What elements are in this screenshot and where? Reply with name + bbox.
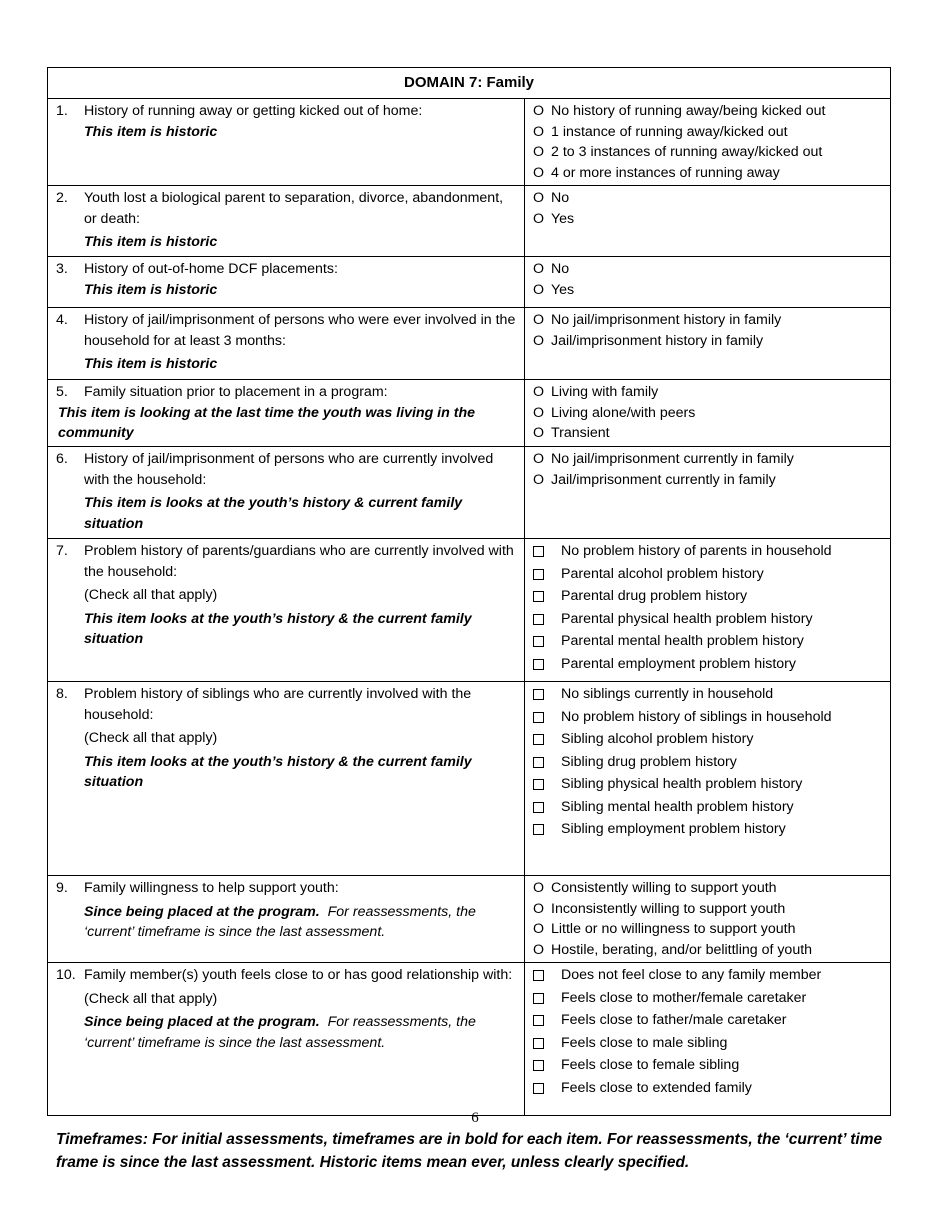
item-question: Youth lost a biological parent to separation, divorce, abandonment, or death: (84, 190, 504, 227)
option-label: Parental mental health problem history (561, 633, 804, 649)
option-label: 1 instance of running away/kicked out (551, 123, 788, 140)
note-italic: For reassessments, the ‘current’ timeframe is since the last assessment. (84, 903, 476, 940)
checkbox-icon[interactable] (533, 734, 544, 745)
option-label: Sibling drug problem history (561, 753, 737, 770)
radio-option[interactable] (533, 899, 884, 920)
radio-circle-icon[interactable]: O (533, 164, 545, 181)
radio-circle-icon[interactable]: O (533, 103, 545, 119)
option-label: Feels close to extended family (561, 1079, 752, 1096)
checkbox-option[interactable] (533, 631, 884, 654)
item-options-cell (525, 308, 891, 380)
checkbox-option[interactable] (533, 609, 884, 632)
item-row (48, 447, 891, 539)
option-label: Yes (551, 210, 575, 227)
option-label: Living with family (551, 384, 659, 400)
option-label: Feels close to father/male caretaker (561, 1012, 787, 1028)
checkbox-option[interactable] (533, 752, 884, 775)
radio-option[interactable] (533, 449, 884, 470)
option-label: Does not feel close to any family member (561, 967, 822, 983)
option-label: Hostile, berating, and/or belittling of youth (551, 941, 813, 958)
checkbox-option[interactable] (533, 729, 884, 752)
item-options-cell (525, 876, 891, 963)
radio-option[interactable] (533, 101, 884, 122)
checkbox-option[interactable] (533, 774, 884, 797)
item-question: Problem history of parents/guardians who are currently involved with the household: (84, 543, 514, 580)
option-label: Consistently willing to support youth (551, 880, 777, 896)
option-label: Parental drug problem history (561, 588, 748, 604)
checkbox-icon[interactable] (533, 546, 544, 557)
item-timeframe-note: This item is historic (84, 123, 218, 140)
radio-circle-icon[interactable]: O (533, 144, 545, 160)
checkbox-icon[interactable] (533, 712, 544, 723)
radio-circle-icon[interactable]: O (533, 921, 545, 937)
option-label: 4 or more instances of running away (551, 164, 780, 181)
radio-option[interactable] (533, 209, 884, 230)
checkbox-icon[interactable] (533, 824, 544, 835)
option-label: Inconsistently willing to support youth (551, 900, 786, 917)
item-question-cell (48, 876, 525, 963)
option-label: Transient (551, 425, 610, 441)
checkbox-option[interactable] (533, 707, 884, 730)
radio-circle-icon[interactable]: O (533, 451, 545, 467)
item-row (48, 380, 891, 447)
item-number: 5. (56, 384, 68, 400)
item-question: Family situation prior to placement in a program: (84, 384, 388, 400)
item-timeframe-note: This item is looking at the last time the youth was living in the community (58, 404, 476, 441)
option-label: No problem history of parents in household (561, 543, 832, 559)
checkbox-option[interactable] (533, 988, 884, 1011)
checkbox-icon[interactable] (533, 757, 544, 768)
option-label: Sibling mental health problem history (561, 798, 794, 815)
checkbox-icon[interactable] (533, 659, 544, 670)
item-question-cell (48, 447, 525, 539)
radio-circle-icon[interactable]: O (533, 123, 545, 140)
option-label: Yes (551, 281, 575, 298)
item-options-cell (525, 682, 891, 876)
checkbox-icon[interactable] (533, 779, 544, 790)
checkbox-icon[interactable] (533, 591, 544, 602)
checkbox-icon[interactable] (533, 970, 544, 981)
note-bold: Since being placed at the program. (84, 1014, 320, 1030)
option-label: 2 to 3 instances of running away/kicked out (551, 144, 823, 160)
checkbox-icon[interactable] (533, 993, 544, 1004)
item-options-cell (525, 963, 891, 1116)
note-italic: For reassessments, the ‘current’ timeframe is since the last assessment. (84, 1014, 476, 1051)
item-timeframe-note: This item is looks at the youth’s history & current family situation (84, 495, 463, 532)
item-number: 1. (56, 103, 68, 119)
checkbox-option[interactable] (533, 586, 884, 609)
checkbox-icon[interactable] (533, 802, 544, 813)
radio-circle-icon[interactable]: O (533, 190, 545, 206)
radio-option[interactable] (533, 259, 884, 280)
radio-circle-icon[interactable]: O (533, 941, 545, 958)
item-row (48, 186, 891, 257)
checkbox-option[interactable] (533, 965, 884, 988)
option-label: No (551, 261, 570, 277)
radio-circle-icon[interactable]: O (533, 210, 545, 227)
item-options-cell (525, 447, 891, 539)
option-label: Sibling employment problem history (561, 821, 786, 837)
radio-option[interactable] (533, 940, 884, 961)
item-timeframe-note: This item looks at the youth’s history & the current family situation (84, 610, 472, 647)
radio-option[interactable] (533, 310, 884, 331)
checkbox-icon[interactable] (533, 1060, 544, 1071)
radio-circle-icon[interactable]: O (533, 425, 545, 441)
checkbox-icon[interactable] (533, 1015, 544, 1026)
option-label: Living alone/with peers (551, 404, 696, 421)
item-question: Family member(s) youth feels close to or has good relationship with: (84, 967, 513, 983)
checkbox-icon[interactable] (533, 636, 544, 647)
radio-option[interactable] (533, 163, 884, 184)
item-number: 4. (56, 312, 68, 328)
item-timeframe-note (84, 1012, 518, 1053)
item-number: 3. (56, 261, 68, 277)
item-hint: (Check all that apply) (84, 587, 218, 603)
item-question-cell (48, 308, 525, 380)
checkbox-option[interactable] (533, 1010, 884, 1033)
item-options-cell (525, 539, 891, 682)
item-row (48, 876, 891, 963)
item-hint: (Check all that apply) (84, 990, 218, 1007)
radio-circle-icon[interactable]: O (533, 900, 545, 917)
checkbox-option[interactable] (533, 1078, 884, 1101)
radio-option[interactable] (533, 470, 884, 491)
checkbox-option[interactable] (533, 819, 884, 842)
item-question-cell (48, 539, 525, 682)
item-row (48, 682, 891, 876)
radio-option[interactable] (533, 122, 884, 143)
item-row (48, 308, 891, 380)
radio-option[interactable] (533, 188, 884, 209)
checkbox-option[interactable] (533, 541, 884, 564)
radio-circle-icon[interactable]: O (533, 312, 545, 328)
radio-option[interactable] (533, 331, 884, 352)
item-number: 2. (56, 190, 68, 206)
checkbox-icon[interactable] (533, 1038, 544, 1049)
page-number: 6 (471, 1110, 479, 1126)
option-label: Feels close to mother/female caretaker (561, 989, 807, 1006)
option-label: No siblings currently in household (561, 686, 774, 702)
option-label: No jail/imprisonment history in family (551, 312, 782, 328)
option-label: No (551, 190, 570, 206)
note-bold: Since being placed at the program. (84, 903, 320, 920)
item-options-cell (525, 99, 891, 186)
checkbox-option[interactable] (533, 564, 884, 587)
option-label: Parental employment problem history (561, 655, 796, 672)
item-timeframe-note: This item is historic (84, 281, 218, 298)
checkbox-icon[interactable] (533, 569, 544, 580)
checkbox-option[interactable] (533, 654, 884, 677)
option-label: Sibling alcohol problem history (561, 731, 754, 747)
option-label: Parental alcohol problem history (561, 565, 764, 582)
option-label: Jail/imprisonment history in family (551, 332, 764, 349)
item-question: History of jail/imprisonment of persons who were ever involved in the household for at least 3 months: (84, 312, 516, 349)
checkbox-option[interactable] (533, 1033, 884, 1056)
item-question-cell (48, 186, 525, 257)
option-label: Jail/imprisonment currently in family (551, 471, 776, 488)
radio-option[interactable] (533, 919, 884, 940)
item-options-cell (525, 186, 891, 257)
option-label: No history of running away/being kicked out (551, 103, 826, 119)
checkbox-icon[interactable] (533, 689, 544, 700)
domain-title: DOMAIN 7: Family (48, 68, 891, 99)
item-number: 8. (56, 686, 68, 702)
option-label: Sibling physical health problem history (561, 776, 803, 792)
option-label: Feels close to female sibling (561, 1057, 740, 1073)
radio-circle-icon[interactable]: O (533, 404, 545, 421)
item-number: 7. (56, 543, 68, 559)
item-options-cell (525, 257, 891, 308)
checkbox-icon[interactable] (533, 1083, 544, 1094)
checkbox-icon[interactable] (533, 614, 544, 625)
item-timeframe-note: This item is historic (84, 234, 218, 250)
item-question-cell (48, 257, 525, 308)
item-question-cell (48, 963, 525, 1116)
item-number: 6. (56, 451, 68, 467)
item-question: Family willingness to help support youth: (84, 880, 339, 896)
option-label: Little or no willingness to support youth (551, 921, 796, 937)
radio-circle-icon[interactable]: O (533, 471, 545, 488)
option-label: Parental physical health problem history (561, 610, 813, 627)
radio-option[interactable] (533, 403, 884, 424)
item-options-cell (525, 380, 891, 447)
item-number: 10. (56, 967, 76, 983)
option-label: Feels close to male sibling (561, 1034, 728, 1051)
item-hint: (Check all that apply) (84, 730, 218, 746)
item-row (48, 99, 891, 186)
radio-circle-icon[interactable]: O (533, 332, 545, 349)
option-label: No jail/imprisonment currently in family (551, 451, 794, 467)
item-question-cell (48, 682, 525, 876)
checkbox-option[interactable] (533, 684, 884, 707)
timeframes-footer: Timeframes: For initial assessments, timeframes are in bold for each item. For reassessments, the ‘current’ time frame is since the last assessment. Historic items mean ever, unless clearly specified. (56, 1131, 883, 1171)
item-question: History of running away or getting kicked out of home: (84, 103, 423, 119)
item-question-cell (48, 380, 525, 447)
item-question: History of out-of-home DCF placements: (84, 261, 338, 277)
item-timeframe-note: This item looks at the youth’s history & the current family situation (84, 753, 472, 790)
item-row (48, 257, 891, 308)
item-number: 9. (56, 880, 68, 896)
radio-option[interactable] (533, 280, 884, 301)
checkbox-option[interactable] (533, 1055, 884, 1078)
item-question: History of jail/imprisonment of persons who are currently involved with the household: (84, 451, 494, 488)
item-row (48, 539, 891, 682)
family-domain-table (47, 67, 891, 1116)
item-timeframe-note (84, 902, 518, 943)
radio-circle-icon[interactable]: O (533, 281, 545, 298)
checkbox-option[interactable] (533, 797, 884, 820)
item-question: Problem history of siblings who are currently involved with the household: (84, 686, 472, 723)
radio-circle-icon[interactable]: O (533, 880, 545, 896)
radio-option[interactable] (533, 423, 884, 444)
item-row (48, 963, 891, 1116)
option-label: No problem history of siblings in household (561, 708, 832, 725)
radio-option[interactable] (533, 878, 884, 899)
radio-option[interactable] (533, 142, 884, 163)
item-question-cell (48, 99, 525, 186)
radio-option[interactable] (533, 382, 884, 403)
item-timeframe-note: This item is historic (84, 356, 218, 372)
radio-circle-icon[interactable]: O (533, 261, 545, 277)
radio-circle-icon[interactable]: O (533, 384, 545, 400)
